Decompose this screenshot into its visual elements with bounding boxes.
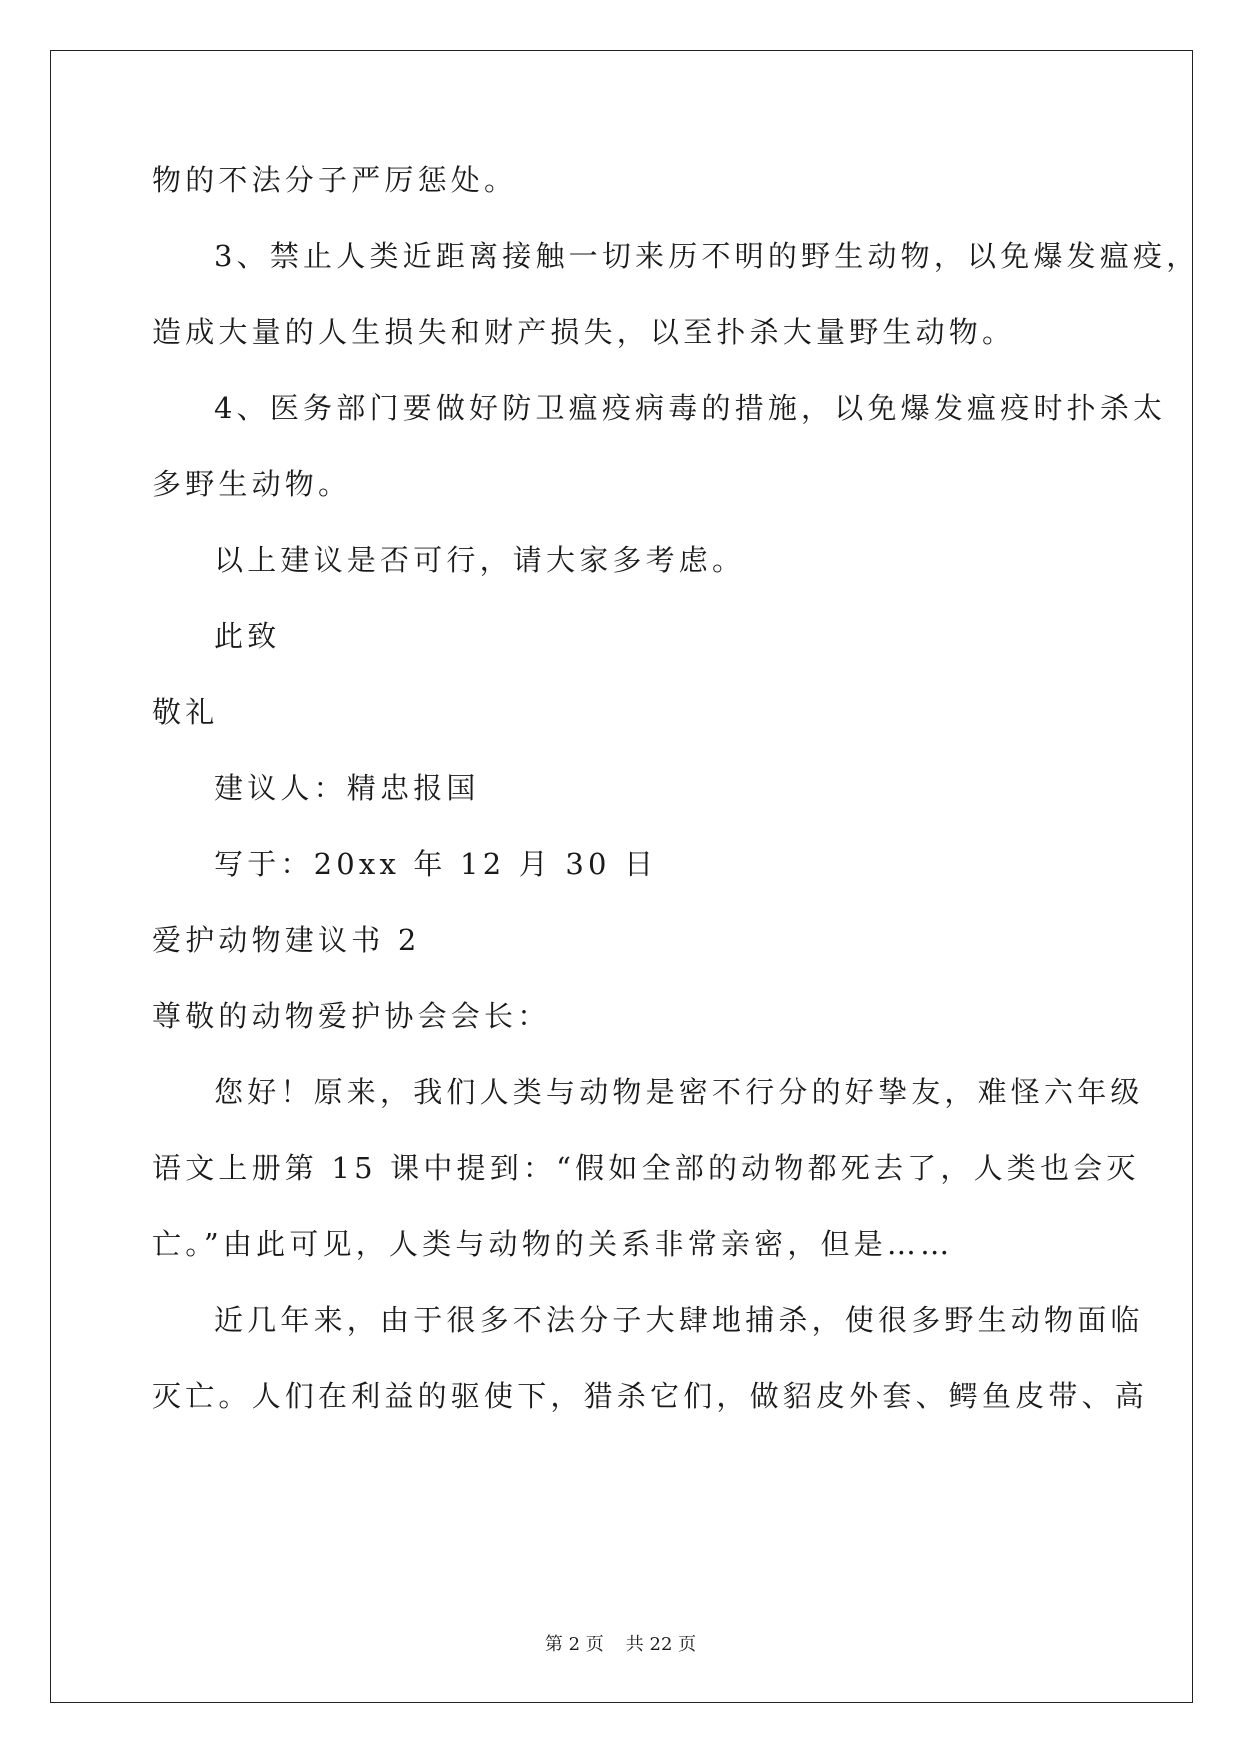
section-title: 爱护动物建议书 2 <box>152 923 421 957</box>
text-line: 语文上册第 15 课中提到：“假如全部的动物都死去了，人类也会灭 <box>152 1151 1140 1185</box>
text-line: 近几年来，由于很多不法分子大肆地捕杀，使很多野生动物面临 <box>214 1303 1144 1337</box>
page-footer <box>0 1630 1241 1656</box>
text-line: 3、禁止人类近距离接触一切来历不明的野生动物，以免爆发瘟疫， <box>214 239 1200 273</box>
text-line: 4、医务部门要做好防卫瘟疫病毒的措施，以免爆发瘟疫时扑杀太 <box>214 391 1167 425</box>
salutation: 尊敬的动物爱护协会会长： <box>152 999 551 1033</box>
page-number-current: 第 2 页 <box>544 1634 604 1655</box>
text-line: 敬礼 <box>152 695 219 729</box>
text-line: 造成大量的人生损失和财产损失，以至扑杀大量野生动物。 <box>152 315 1016 349</box>
text-line: 您好！原来，我们人类与动物是密不行分的好挚友，难怪六年级 <box>214 1075 1144 1109</box>
text-line: 此致 <box>214 619 281 653</box>
text-line: 亡。”由此可见，人类与动物的关系非常亲密，但是…… <box>152 1227 954 1261</box>
text-line: 灭亡。人们在利益的驱使下，猎杀它们，做貂皮外套、鳄鱼皮带、高 <box>152 1379 1149 1413</box>
page-number-total: 共 22 页 <box>625 1634 697 1655</box>
text-line: 建议人：精忠报国 <box>214 771 480 805</box>
text-line: 多野生动物。 <box>152 467 352 501</box>
text-line: 写于：20xx 年 12 月 30 日 <box>214 847 658 881</box>
text-line: 以上建议是否可行，请大家多考虑。 <box>214 543 746 577</box>
text-line: 物的不法分子严厉惩处。 <box>152 163 518 197</box>
